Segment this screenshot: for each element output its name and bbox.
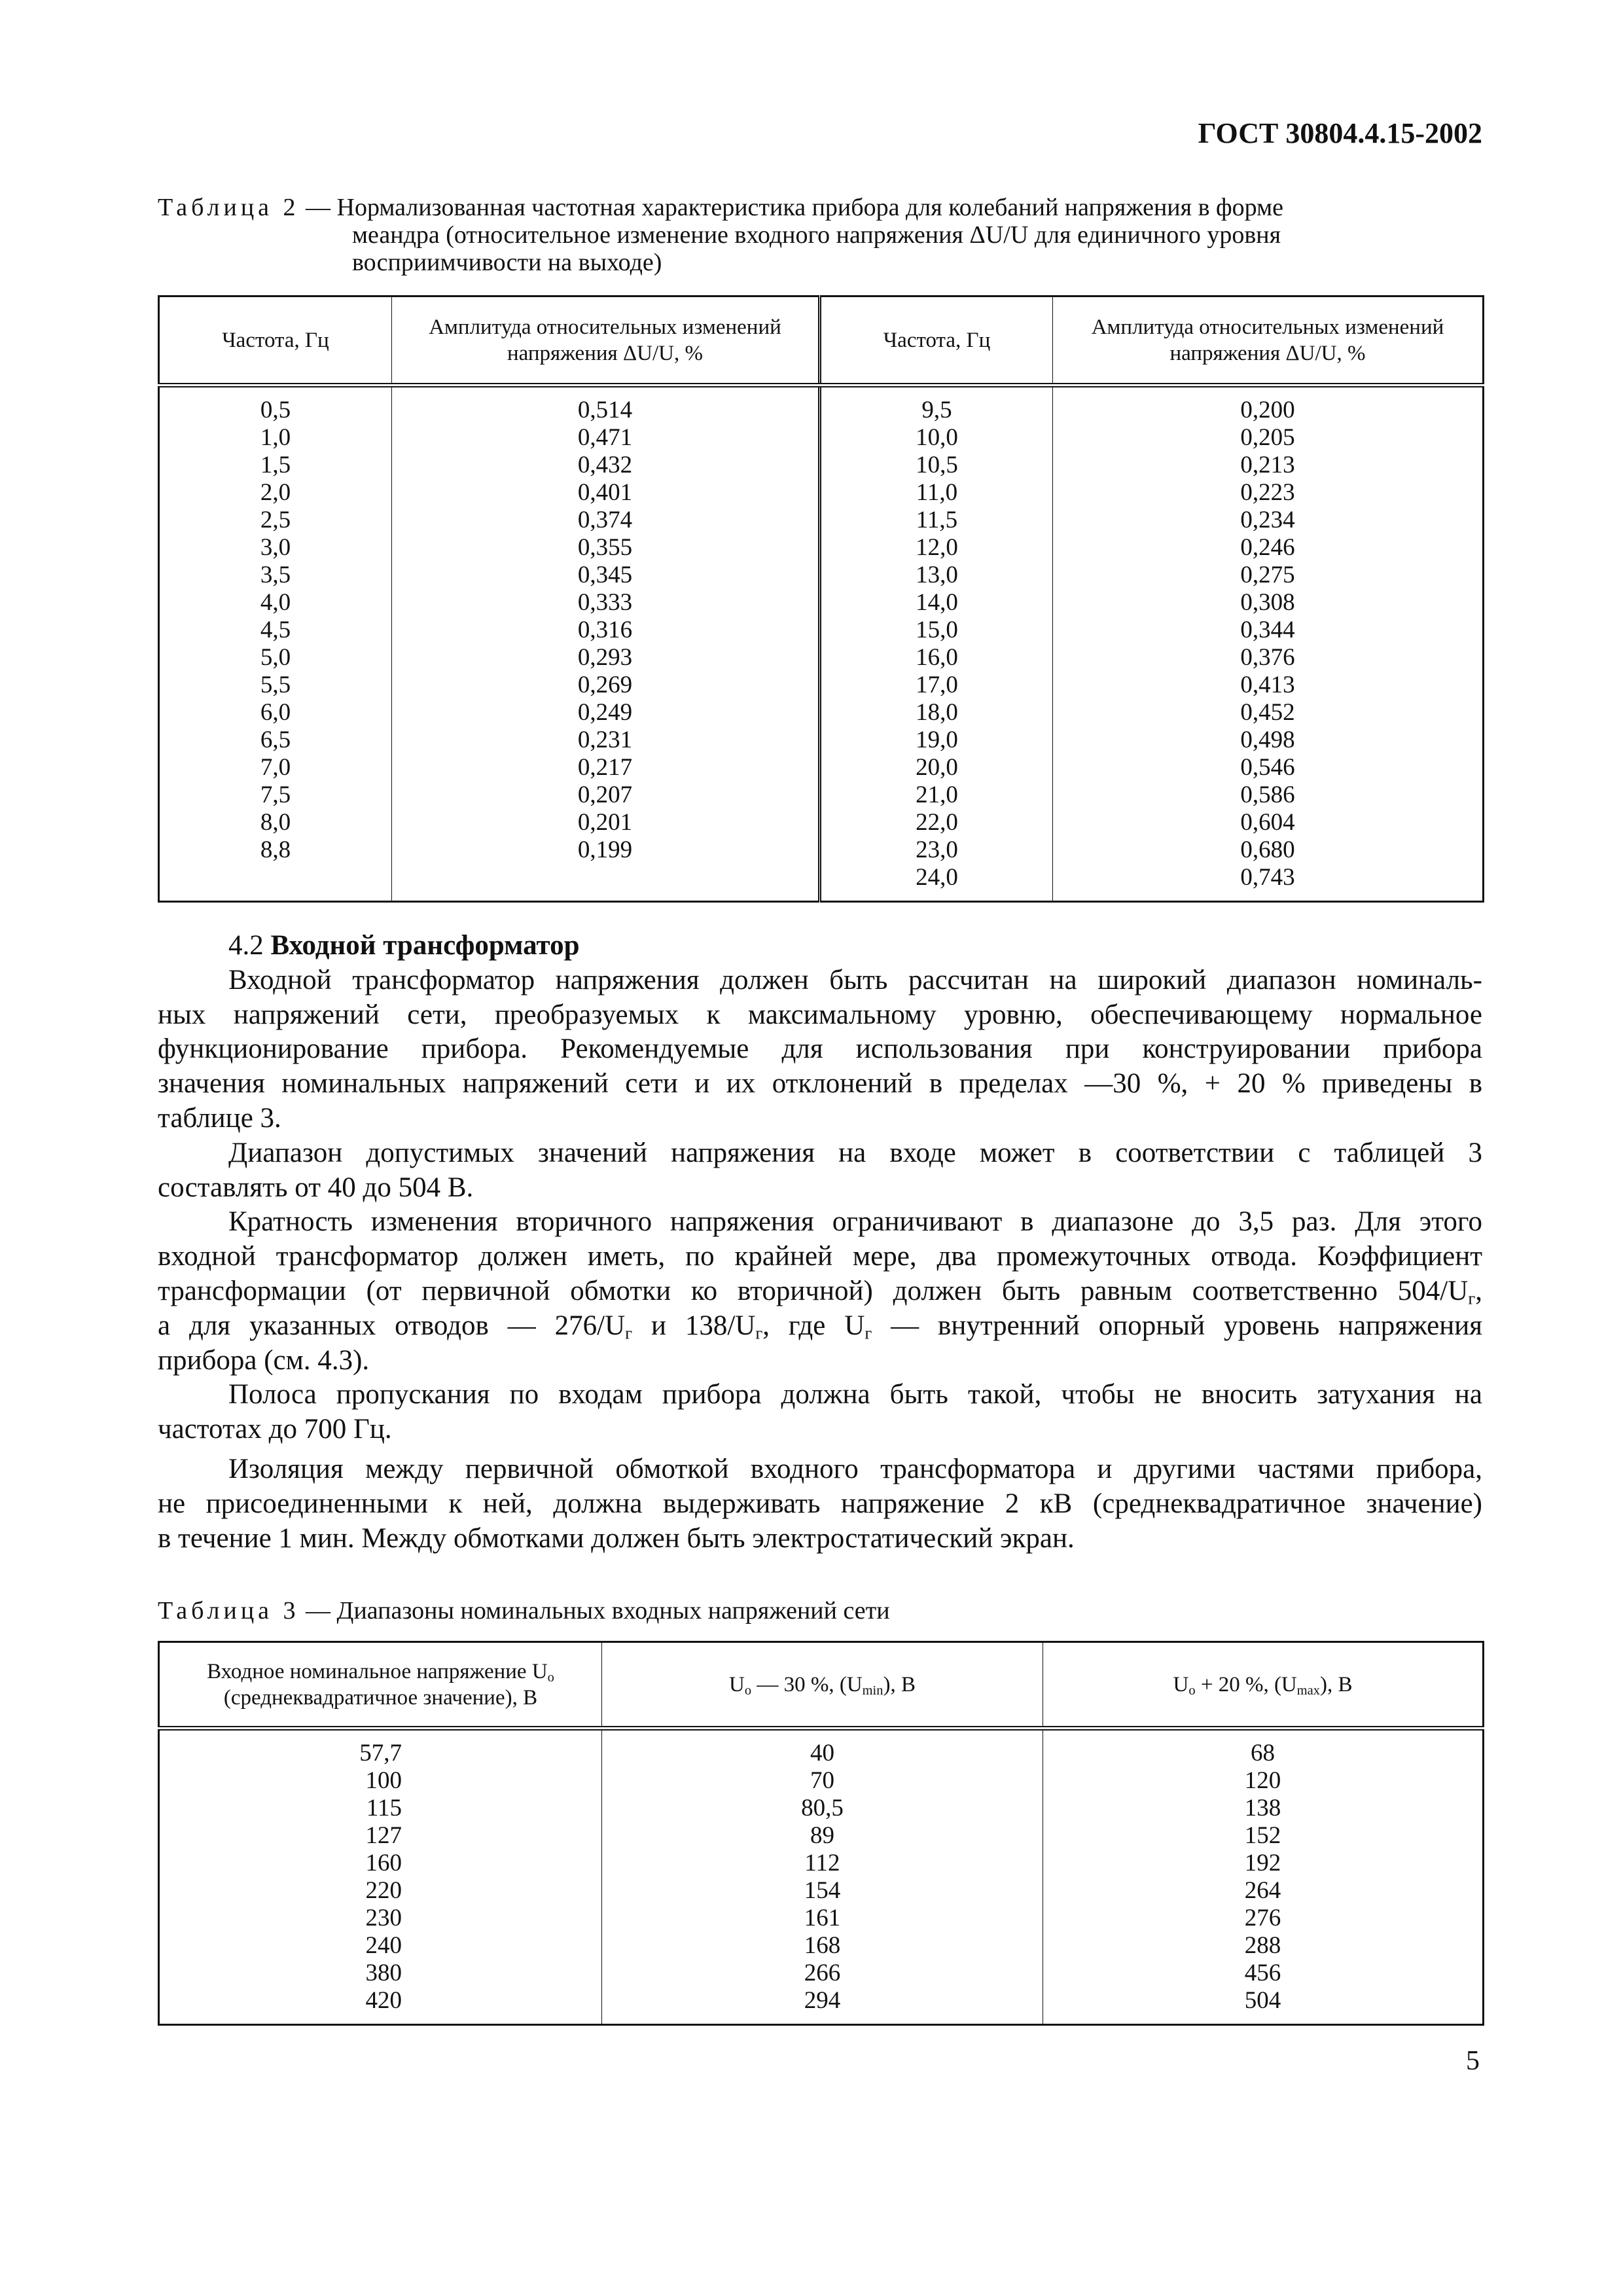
paragraph-line [158, 1205, 1482, 1240]
subscript: max [1296, 1683, 1320, 1698]
text-segment: функционирование прибора. Рекомендуемые для использования при конструировании прибора [158, 1033, 1482, 1065]
nominal-voltage-cell: 220 [159, 1877, 602, 1905]
frequency-cell: 23,0 [820, 836, 1053, 864]
amplitude-cell: 0,344 [1240, 617, 1295, 643]
paragraph-line [158, 1452, 1482, 1487]
table2-caption-line: меандра (относительное изменение входного напряжения ΔU/U для единичного уровня [352, 221, 1281, 249]
amplitude-cell: 0,316 [392, 617, 820, 644]
subscript: о [744, 1683, 752, 1698]
amplitude-cell: 0,333 [392, 589, 820, 617]
max-voltage-cell: 152 [1244, 1822, 1281, 1849]
text-segment: и 138/U [632, 1310, 756, 1341]
header-amplitude: Амплитуда относительных изменений напряжения ΔU/U, % [1053, 296, 1484, 386]
text-segment: в течение 1 мин. Между обмотками должен быть электростатический экран. [158, 1522, 1075, 1554]
frequency-cell: 15,0 [820, 617, 1053, 644]
frequency-cell: 22,0 [820, 809, 1053, 836]
document-code: ГОСТ 30804.4.15-2002 [1198, 117, 1482, 149]
frequency-cell: 13,0 [820, 562, 1053, 589]
nominal-voltage-cell: 230 [159, 1905, 602, 1932]
frequency-cell: 2,5 [159, 507, 392, 534]
subscript: г [1468, 1288, 1476, 1308]
max-voltage-cell: 120 [1244, 1767, 1281, 1794]
table3-caption [158, 1597, 1482, 1624]
amplitude-cell: 0,413 [1240, 672, 1295, 698]
amplitude-cell: 0,293 [392, 644, 820, 672]
table-row [159, 644, 1484, 672]
table-row [159, 1729, 1484, 1768]
text-segment: U [729, 1672, 745, 1696]
nominal-voltage-cell: 115 [159, 1795, 602, 1822]
amplitude-cell: 0,345 [392, 562, 820, 589]
frequency-cell [159, 864, 392, 902]
frequency-cell: 3,5 [159, 562, 392, 589]
table-row [159, 1877, 1484, 1905]
table-row [159, 1932, 1484, 1960]
table-row [159, 672, 1484, 699]
text-segment: U [1173, 1672, 1189, 1696]
subscript: о [547, 1670, 554, 1685]
min-voltage-cell: 168 [602, 1932, 1043, 1960]
amplitude-cell: 0,376 [1240, 644, 1295, 671]
max-voltage-cell: 138 [1244, 1795, 1281, 1821]
amplitude-cell: 0,374 [392, 507, 820, 534]
table-row [159, 1905, 1484, 1932]
frequency-cell: 2,0 [159, 479, 392, 507]
min-voltage-cell: 154 [602, 1877, 1043, 1905]
section-number: 4.2 [228, 930, 264, 961]
amplitude-cell: 0,269 [392, 672, 820, 699]
frequency-cell: 1,0 [159, 424, 392, 452]
table-row [159, 386, 1484, 425]
frequency-cell: 6,0 [159, 699, 392, 726]
amplitude-cell: 0,355 [392, 534, 820, 562]
amplitude-cell: 0,471 [392, 424, 820, 452]
table3-caption-text: — Диапазоны номинальных входных напряжений сети [299, 1597, 890, 1624]
paragraph-line [158, 1171, 1482, 1206]
frequency-cell: 8,8 [159, 836, 392, 864]
table2-label: Таблица 2 [158, 194, 300, 221]
text-segment: входной трансформатор должен иметь, по крайней мере, два промежуточных отвода. Коэффициент [158, 1241, 1482, 1272]
nominal-voltage-cell: 160 [159, 1850, 602, 1877]
frequency-cell: 3,0 [159, 534, 392, 562]
min-voltage-cell: 161 [602, 1905, 1043, 1932]
subscript: г [755, 1323, 763, 1343]
amplitude-cell: 0,223 [1240, 479, 1295, 506]
amplitude-cell: 0,401 [392, 479, 820, 507]
header-max-voltage [1043, 1642, 1484, 1729]
text-segment: а для указанных отводов — 276/U [158, 1310, 626, 1341]
section-heading [158, 929, 1482, 963]
paragraph-line [158, 1067, 1482, 1102]
max-voltage-cell: 288 [1244, 1932, 1281, 1959]
table3-label: Таблица 3 [158, 1597, 300, 1624]
table-row [159, 1795, 1484, 1822]
paragraph-line [158, 1487, 1482, 1522]
table-row [159, 836, 1484, 864]
frequency-cell: 19,0 [820, 726, 1053, 754]
text-segment: не присоединенными к ней, должна выдерживать напряжение 2 кВ (среднеквадратичное значение) [158, 1488, 1482, 1519]
paragraph-line [158, 1309, 1482, 1344]
section-title: Входной трансформатор [270, 930, 580, 961]
text-segment: + 20 %, (U [1195, 1672, 1297, 1696]
text-segment: трансформации (от первичной обмотки ко вторичной) должен быть равным соответственно 504/U [158, 1275, 1469, 1306]
frequency-cell: 20,0 [820, 754, 1053, 781]
frequency-cell: 8,0 [159, 809, 392, 836]
nominal-voltage-cell: 240 [159, 1932, 602, 1960]
nominal-voltage-cell: 100 [159, 1767, 602, 1795]
amplitude-cell: 0,201 [392, 809, 820, 836]
text-segment: частотах до 700 Гц. [158, 1414, 392, 1445]
amplitude-cell: 0,546 [1240, 754, 1295, 781]
text-segment: ), В [883, 1672, 916, 1696]
frequency-cell: 4,5 [159, 617, 392, 644]
table2-caption [158, 194, 1482, 276]
amplitude-cell: 0,200 [1240, 397, 1295, 423]
text-segment: Входной трансформатор напряжения должен быть рассчитан на широкий диапазон номиналь- [228, 964, 1482, 996]
section-4-2 [158, 929, 1482, 1556]
paragraph-line [158, 1102, 1482, 1136]
max-voltage-cell: 68 [1251, 1740, 1275, 1767]
text-segment: прибора (см. 4.3). [158, 1344, 370, 1376]
max-voltage-cell: 192 [1244, 1850, 1281, 1876]
frequency-cell: 11,5 [820, 507, 1053, 534]
amplitude-cell: 0,249 [392, 699, 820, 726]
amplitude-cell: 0,452 [1240, 699, 1295, 726]
paragraph-line [158, 1274, 1482, 1309]
paragraph-line [158, 963, 1482, 998]
amplitude-cell: 0,308 [1240, 589, 1295, 616]
table-row [159, 424, 1484, 452]
frequency-cell: 9,5 [820, 386, 1053, 425]
frequency-cell: 18,0 [820, 699, 1053, 726]
amplitude-cell: 0,246 [1240, 534, 1295, 561]
frequency-cell: 10,5 [820, 452, 1053, 479]
amplitude-cell [392, 864, 820, 902]
table-row [159, 1767, 1484, 1795]
paragraph-line [158, 1136, 1482, 1171]
table-row [159, 562, 1484, 589]
frequency-cell: 7,5 [159, 781, 392, 809]
header-frequency: Частота, Гц [820, 296, 1053, 386]
table-row [159, 1960, 1484, 1987]
table-row [159, 617, 1484, 644]
max-voltage-cell: 276 [1244, 1905, 1281, 1931]
table-row [159, 809, 1484, 836]
min-voltage-cell: 112 [602, 1850, 1043, 1877]
table-3 [158, 1641, 1484, 2026]
min-voltage-cell: 70 [602, 1767, 1043, 1795]
table-row [159, 452, 1484, 479]
table-row [159, 1987, 1484, 2025]
amplitude-cell: 0,205 [1240, 424, 1295, 451]
nominal-voltage-cell: 127 [159, 1822, 602, 1850]
subscript: г [865, 1323, 872, 1343]
paragraph-line [158, 1032, 1482, 1067]
table2-caption-line: восприимчивости на выходе) [352, 249, 662, 276]
paragraph-line [158, 1344, 1482, 1378]
min-voltage-cell: 294 [602, 1987, 1043, 2025]
text-segment: , [1475, 1275, 1482, 1306]
paragraph-line [158, 1378, 1482, 1412]
table-row [159, 589, 1484, 617]
frequency-cell: 11,0 [820, 479, 1053, 507]
paragraph-line [158, 1412, 1482, 1447]
table-row [159, 479, 1484, 507]
text-segment: (среднеквадратичное значение), В [223, 1685, 538, 1710]
frequency-cell: 10,0 [820, 424, 1053, 452]
paragraph-line [158, 1522, 1482, 1556]
text-segment: Изоляция между первичной обмоткой входного трансформатора и другими частями прибора, [228, 1453, 1482, 1484]
amplitude-cell: 0,680 [1240, 836, 1295, 863]
table-row [159, 726, 1484, 754]
amplitude-cell: 0,275 [1240, 562, 1295, 588]
frequency-cell: 0,5 [159, 386, 392, 425]
amplitude-cell: 0,498 [1240, 726, 1295, 753]
max-voltage-cell: 504 [1244, 1987, 1281, 2014]
subscript: о [1188, 1683, 1196, 1698]
frequency-cell: 21,0 [820, 781, 1053, 809]
subscript: min [862, 1683, 883, 1698]
subscript: г [625, 1323, 633, 1343]
paragraph-line [158, 1240, 1482, 1274]
text-segment: составлять от 40 до 504 В. [158, 1172, 474, 1203]
amplitude-cell: 0,514 [392, 386, 820, 425]
text-segment: Кратность изменения вторичного напряжения ограничивают в диапазоне до 3,5 раз. Для этого [228, 1206, 1482, 1238]
amplitude-cell: 0,432 [392, 452, 820, 479]
text-segment: таблице 3. [158, 1102, 281, 1134]
nominal-voltage-cell: 57,7 [159, 1729, 602, 1768]
header-frequency: Частота, Гц [159, 296, 392, 386]
text-segment: Диапазон допустимых значений напряжения на входе может в соответствии с таблицей 3 [228, 1137, 1482, 1168]
table-row [159, 699, 1484, 726]
amplitude-cell: 0,217 [392, 754, 820, 781]
table-row [159, 864, 1484, 902]
text-segment: ных напряжений сети, преобразуемых к максимальному уровню, обеспечивающему нормальное [158, 999, 1482, 1030]
frequency-cell: 14,0 [820, 589, 1053, 617]
min-voltage-cell: 80,5 [602, 1795, 1043, 1822]
amplitude-cell: 0,199 [392, 836, 820, 864]
table-row [159, 781, 1484, 809]
text-segment: значения номинальных напряжений сети и их отклонений в пределах —30 %, + 20 % приведены в [158, 1068, 1482, 1100]
paragraph-line [158, 998, 1482, 1033]
text-segment: Входное номинальное напряжение U [207, 1659, 548, 1683]
table-row [159, 1850, 1484, 1877]
amplitude-cell: 0,231 [392, 726, 820, 754]
nominal-voltage-cell: 380 [159, 1960, 602, 1987]
page-number: 5 [1466, 2046, 1480, 2076]
amplitude-cell: 0,234 [1240, 507, 1295, 533]
table-row [159, 1822, 1484, 1850]
amplitude-cell: 0,207 [392, 781, 820, 809]
min-voltage-cell: 89 [602, 1822, 1043, 1850]
header-min-voltage [602, 1642, 1043, 1729]
frequency-cell: 5,0 [159, 644, 392, 672]
amplitude-cell: 0,604 [1240, 809, 1295, 836]
frequency-cell: 17,0 [820, 672, 1053, 699]
table-2 [158, 295, 1484, 903]
frequency-cell: 16,0 [820, 644, 1053, 672]
frequency-cell: 1,5 [159, 452, 392, 479]
frequency-cell: 4,0 [159, 589, 392, 617]
table-row [159, 754, 1484, 781]
amplitude-cell: 0,586 [1240, 781, 1295, 808]
max-voltage-cell: 456 [1244, 1960, 1281, 1986]
min-voltage-cell: 266 [602, 1960, 1043, 1987]
min-voltage-cell: 40 [602, 1729, 1043, 1768]
text-segment: ), В [1319, 1672, 1353, 1696]
header-amplitude: Амплитуда относительных изменений напряжения ΔU/U, % [392, 296, 820, 386]
frequency-cell: 24,0 [820, 864, 1053, 902]
frequency-cell: 12,0 [820, 534, 1053, 562]
max-voltage-cell: 264 [1244, 1877, 1281, 1904]
frequency-cell: 7,0 [159, 754, 392, 781]
text-segment: — 30 %, (U [751, 1672, 863, 1696]
amplitude-cell: 0,213 [1240, 452, 1295, 478]
text-segment: Полоса пропускания по входам прибора должна быть такой, чтобы не вносить затухания на [228, 1379, 1482, 1410]
table-row [159, 534, 1484, 562]
table-row [159, 507, 1484, 534]
frequency-cell: 6,5 [159, 726, 392, 754]
text-segment: , где U [762, 1310, 865, 1341]
text-segment: — внутренний опорный уровень напряжения [872, 1310, 1483, 1341]
frequency-cell: 5,5 [159, 672, 392, 699]
nominal-voltage-cell: 420 [159, 1987, 602, 2025]
amplitude-cell: 0,743 [1240, 864, 1295, 891]
table2-caption-line: — Нормализованная частотная характеристика прибора для колебаний напряжения в форме [299, 194, 1283, 221]
header-nominal-voltage [159, 1642, 602, 1729]
